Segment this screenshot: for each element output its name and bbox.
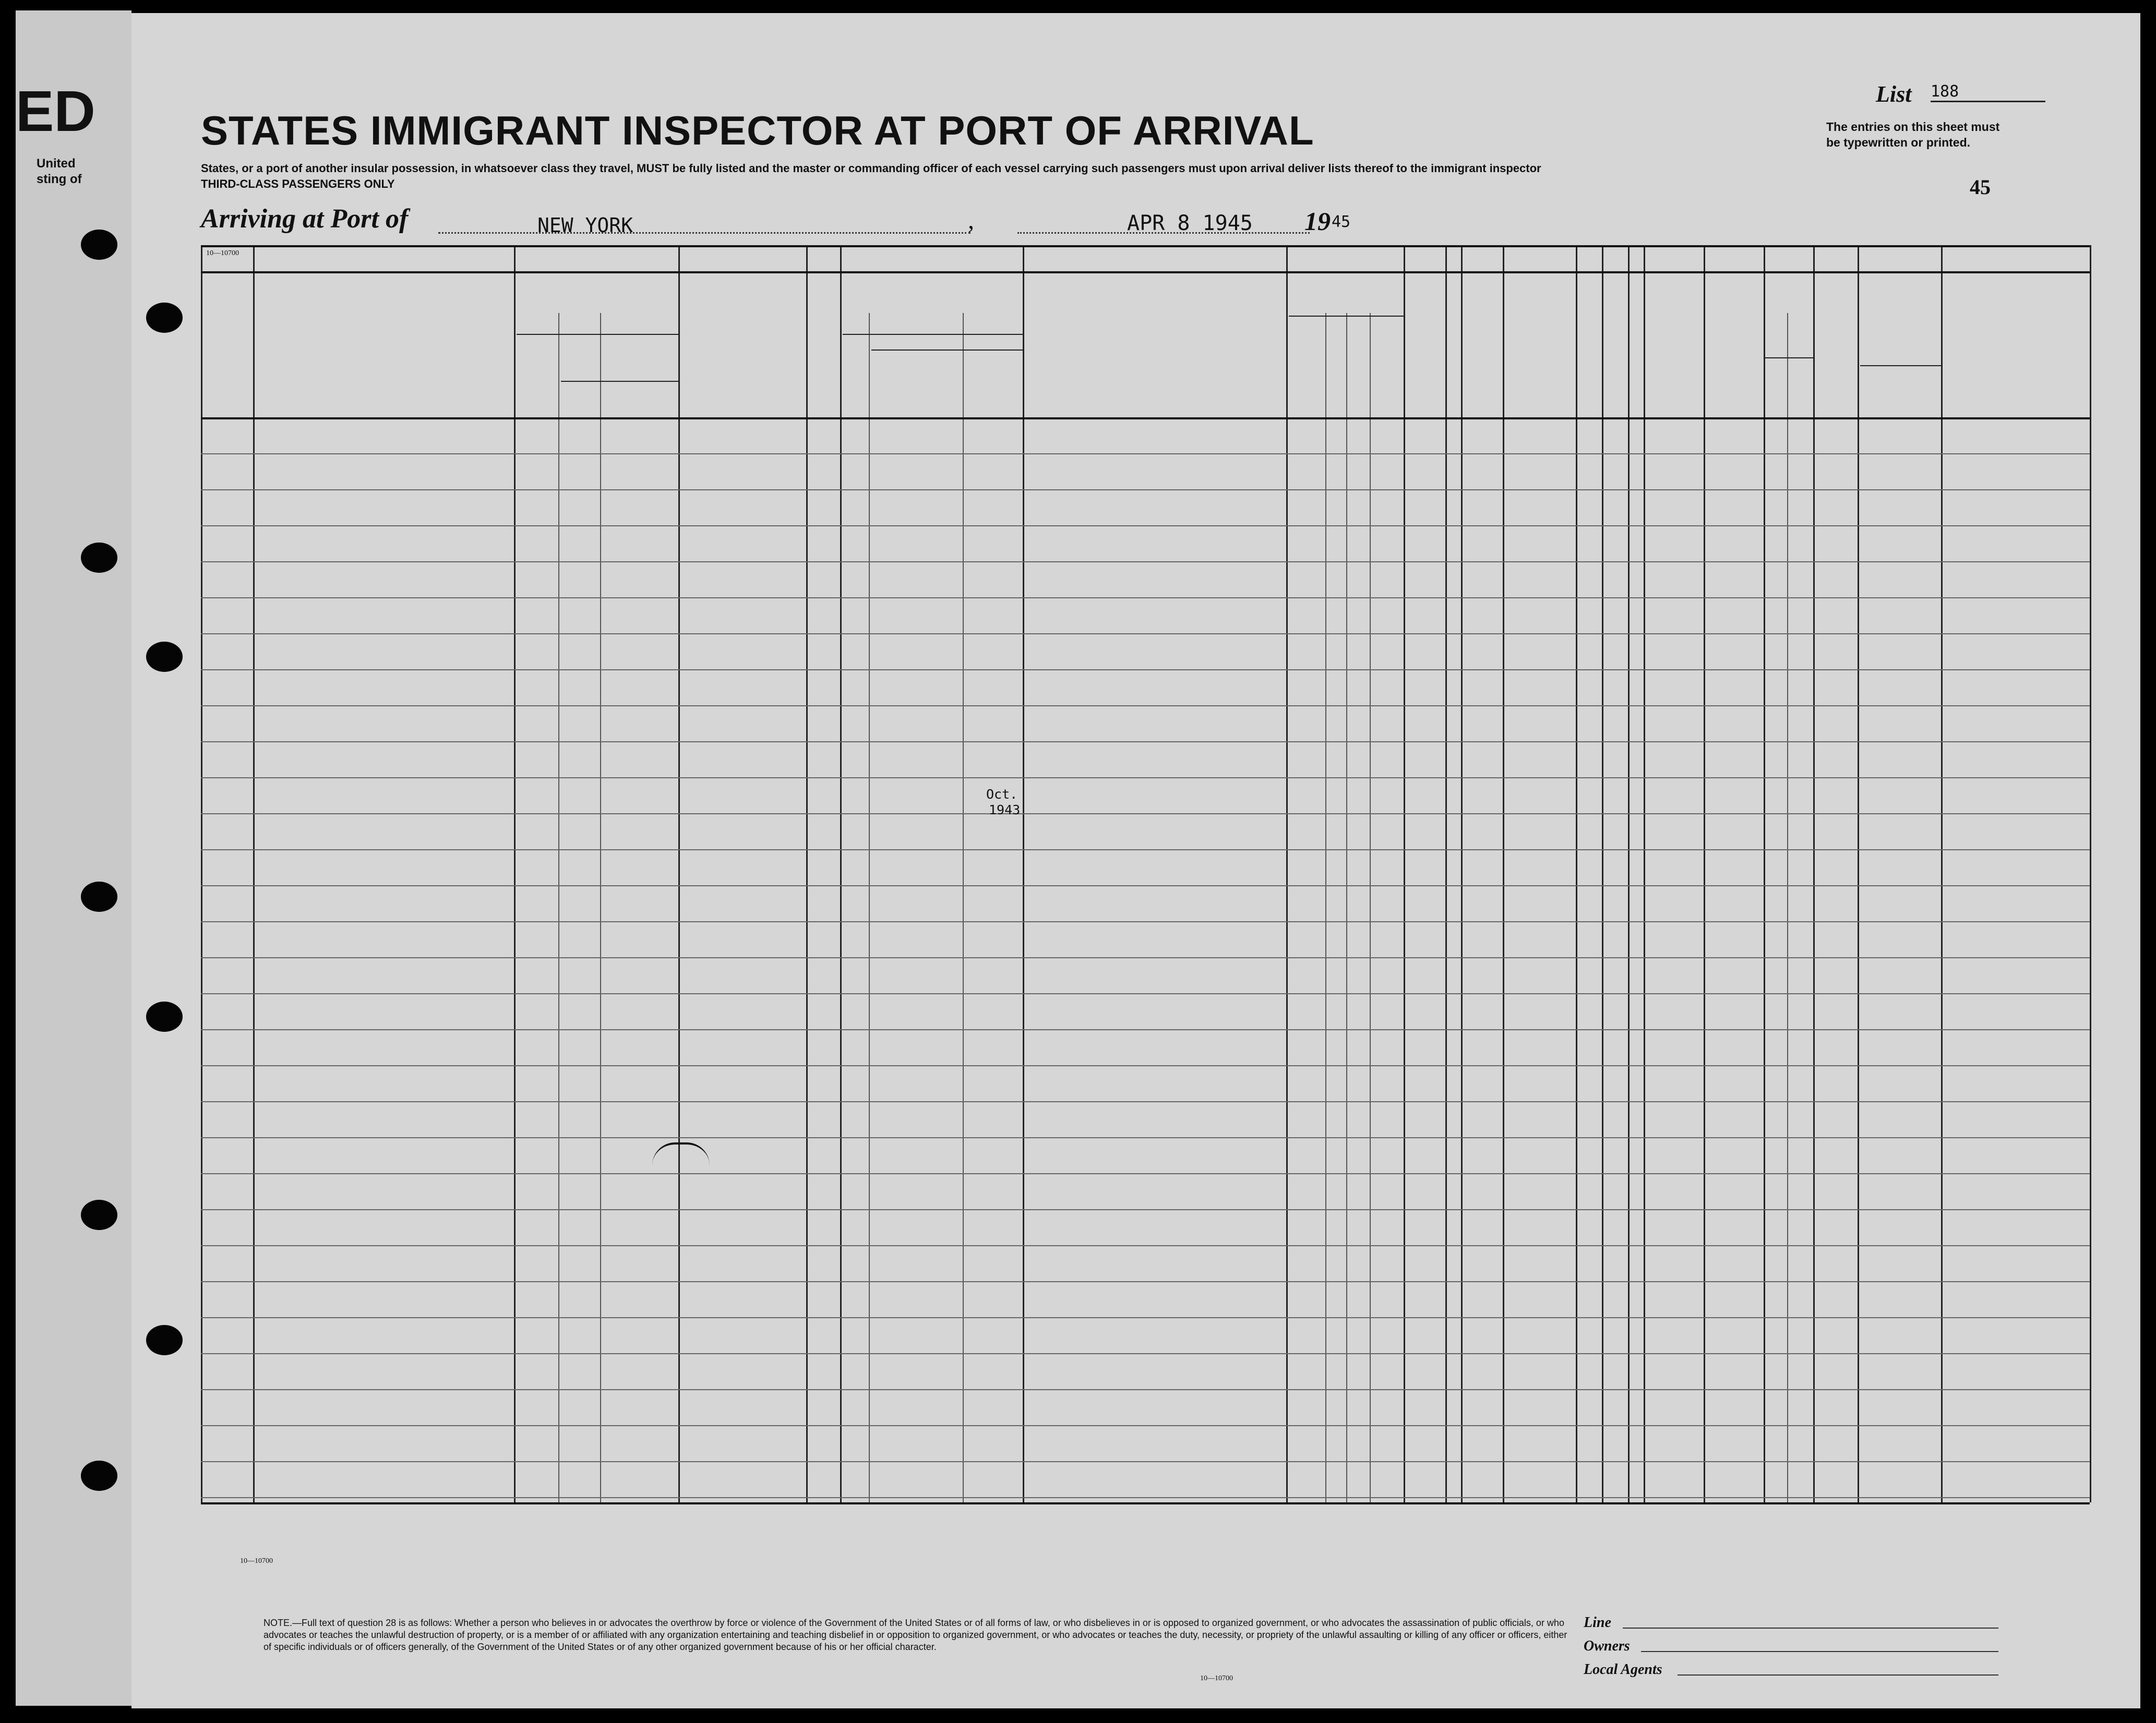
column-rule [1461,245,1463,1502]
row-rule [201,1029,2090,1030]
row-rule [201,525,2090,526]
column-rule [1404,245,1405,1502]
header-excluded [1603,292,1627,412]
sub-column-rule [600,313,601,1502]
row-rule [201,1317,2090,1318]
header-sub-rule [871,350,1023,351]
binder-hole [81,230,117,260]
departure-month: Oct. [986,787,1018,802]
header-polygamist [1448,292,1459,412]
row-rule [201,849,2090,850]
table-bottom-rule [201,1502,2090,1504]
row-rule [201,1353,2090,1354]
table-top-rule [201,245,2090,247]
column-rule [1704,245,1705,1502]
row-rule [201,453,2090,454]
agents-field [1678,1674,1998,1676]
row-rule [201,669,2090,670]
column-rule [1813,245,1815,1502]
header-fifty-dollars [809,292,837,412]
header-prison [1406,292,1443,412]
header-anarchist [1464,292,1500,412]
column-rule [514,245,516,1502]
column-rule [201,245,202,1502]
header-arrested [1629,292,1643,412]
sub-column-rule [869,313,870,1502]
column-rule [1503,245,1504,1502]
row-rule [201,1461,2090,1462]
row-rule [201,1137,2090,1138]
partial-title: ED [16,79,95,143]
column-rule [1445,245,1447,1502]
page-number: 45 [1970,175,1991,199]
row-rule [201,597,2090,598]
row-rule [201,1389,2090,1390]
row-rule [201,1497,2090,1498]
header-inches [1789,360,1810,412]
page-subtitle: States, or a port of another insular possession, in whatsoever class they travel, MUST be fully listed and the master or commanding officer of each vessel carrying such passengers must upon arrival deliver lists thereof to the immigrant inspector [201,162,1541,175]
column-rule [806,245,808,1502]
binder-hole [81,543,117,573]
port-value: NEW YORK [537,214,633,237]
row-rule [201,1425,2090,1426]
previous-sheet-edge [16,10,131,1706]
port-comma: , [968,207,974,234]
binder-hole [146,642,183,672]
sub-column-rule [558,313,559,1502]
row-rule [201,957,2090,958]
row-rule [201,705,2090,706]
row-rule [201,993,2090,994]
column-rule [1764,245,1765,1502]
header-ticket [681,292,702,412]
header-offer [1577,292,1601,412]
binder-hole [81,1200,117,1230]
column-rule [2090,245,2091,1502]
header-complexion [1816,323,1855,396]
row-rule [201,1173,2090,1174]
entries-note-2: be typewritten or printed. [1826,136,1971,149]
line-label: Line [1584,1614,1611,1631]
row-rule [201,813,2090,814]
column-rule [1576,245,1577,1502]
owners-field [1641,1651,1998,1652]
top-form-code: 10—10700 [206,249,239,257]
line-field [1623,1628,1998,1629]
header-purpose-citizen [1372,318,1401,412]
row-rule [201,1209,2090,1210]
header-purpose-length [1328,318,1346,412]
sub-column-rule [1325,313,1326,1502]
column-rule [840,245,842,1502]
column-rule [1602,245,1603,1502]
column-rule [1644,245,1645,1502]
row-rule [201,1245,2090,1246]
column-rule [678,245,680,1502]
date-stamp: APR 8 1945 [1127,211,1253,235]
page-title: STATES IMMIGRANT INSPECTOR AT PORT OF ARRIVAL [201,107,1314,153]
year-suffix: 45 [1332,213,1351,231]
column-rule [1858,245,1859,1502]
header-sub-rule [517,334,678,335]
binder-hole [146,303,183,333]
row-rule [201,561,2090,562]
footer-form-code: 10—10700 [1200,1674,1233,1682]
row-rule [201,885,2090,886]
partial-line-2: sting of [37,172,82,186]
table-form-code: 10—10700 [240,1557,273,1565]
departure-year: 1943 [989,802,1021,817]
row-rule [201,1101,2090,1102]
column-rule [1023,245,1024,1502]
sub-column-rule [963,313,964,1502]
header-sub-rule [1765,357,1813,358]
header-sub-rule [1289,316,1404,317]
entries-note-1: The entries on this sheet must [1826,120,2000,134]
header-overthrow [1505,292,1573,412]
row-rule [201,489,2090,490]
row-rule [201,1281,2090,1282]
partial-line-1: United [37,156,76,171]
header-sub-rule [843,334,1023,335]
header-feet [1766,360,1784,412]
sub-column-rule [1787,313,1788,1502]
agents-label: Local Agents [1584,1661,1662,1678]
column-rule [253,245,255,1502]
owners-label: Owners [1584,1638,1630,1654]
header-bottom-rule [201,417,2090,419]
class-line: THIRD-CLASS PASSENGERS ONLY [201,177,395,190]
footer-note: NOTE.—Full text of question 28 is as follows: Whether a person who believes in or advocates the overthrow by force or violence of the Government of the United States or of all forms of law, or who disbelieves in or is opposed to organized government, or who advocates the assassination of public officials, or who advocates or teaches the unlawful destruction of property, or is a member of or affiliated with any organization entertaining and teaching disbelief in or opposition to organized government, or who advocates or teaches the duty, necessity, or propriety of the unlawful assaulting or killing of any officer or officers, either of specific individuals or of officers generally, of the Government of the United States or of any other organized government because of his or her official character. [263,1618,1567,1652]
column-rule [1941,245,1943,1502]
header-purpose-return [1289,318,1325,412]
column-number-rule [201,271,2090,273]
port-underline [438,232,971,234]
sub-column-rule [1346,313,1347,1502]
binder-hole [81,1461,117,1491]
row-rule [201,921,2090,922]
list-number: 188 [1931,82,2045,102]
column-rule [1286,245,1288,1502]
header-sub-rule [561,381,678,382]
year-prefix: 19 [1304,207,1331,236]
binder-hole [146,1002,183,1032]
manifest-sheet [131,13,2140,1708]
row-rule [201,1065,2090,1066]
column-rule [1628,245,1630,1502]
list-label: List [1876,81,1912,107]
arriving-label: Arriving at Port of [201,204,409,234]
binder-hole [81,882,117,912]
header-sub-rule [1860,365,1941,366]
row-rule [201,777,2090,778]
row-rule [201,633,2090,634]
binder-hole [146,1325,183,1355]
sub-column-rule [1370,313,1371,1502]
row-rule [201,741,2090,742]
